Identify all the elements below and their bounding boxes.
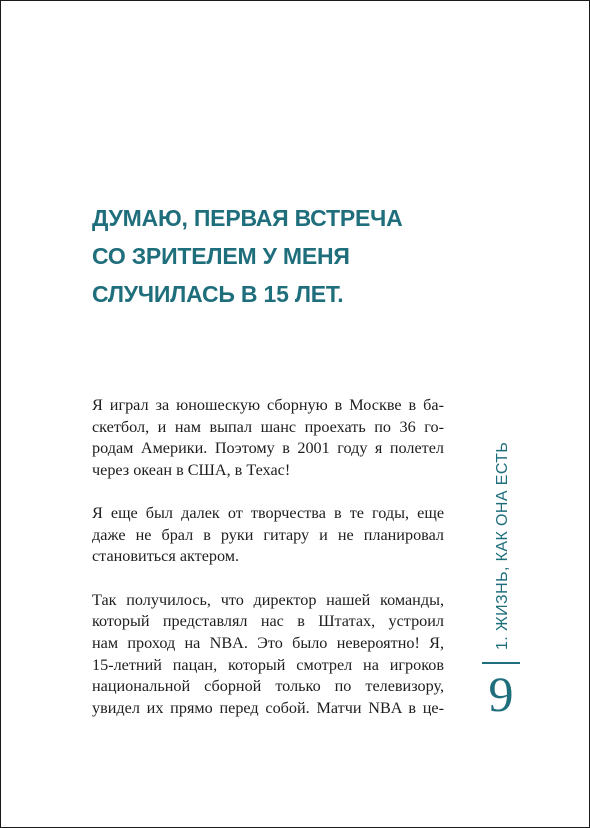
text-line: увидел их прямо перед собой. Матчи NBA в це- (92, 698, 444, 717)
chapter-heading (92, 199, 422, 313)
heading-line: СЛУЧИЛАСЬ В 15 ЛЕТ. (92, 281, 344, 307)
page-number: 9 (488, 666, 514, 722)
text-line: который представлял нас в Штатах, устроил (92, 612, 444, 631)
text-line: становиться актером. (92, 547, 240, 566)
paragraph (92, 590, 444, 720)
text-line: 15-летний пацан, который смотрел на игроков (92, 655, 444, 674)
text-line: национальной сборной только по телевизору, (92, 677, 444, 696)
paragraph (92, 395, 444, 481)
page-margin-marker (472, 426, 530, 731)
text-line: даже не брал в руки гитару и не планировал (92, 525, 444, 544)
body-text (92, 395, 444, 741)
heading-line: ДУМАЮ, ПЕРВАЯ ВСТРЕЧА (92, 205, 403, 231)
text-line: Я играл за юношескую сборную в Москве в ба- (92, 396, 444, 414)
running-head: 1. ЖИЗНЬ, КАК ОНА ЕСТЬ (494, 441, 511, 650)
paragraph (92, 503, 444, 568)
text-line: Так получилось, что директор нашей команды, (92, 590, 444, 609)
text-line: нам проход на NBA. Это было невероятно! Я, (92, 633, 444, 652)
text-line: родам Америки. Поэтому в 2001 году я полетел (92, 439, 444, 458)
heading-line: СО ЗРИТЕЛЕМ У МЕНЯ (92, 243, 350, 269)
text-line: Я еще был далек от творчества в те годы, еще (92, 504, 444, 523)
text-line: скетбол, и нам выпал шанс проехать по 36 го- (92, 417, 444, 436)
text-line: через океан в США, в Техас! (92, 460, 291, 479)
